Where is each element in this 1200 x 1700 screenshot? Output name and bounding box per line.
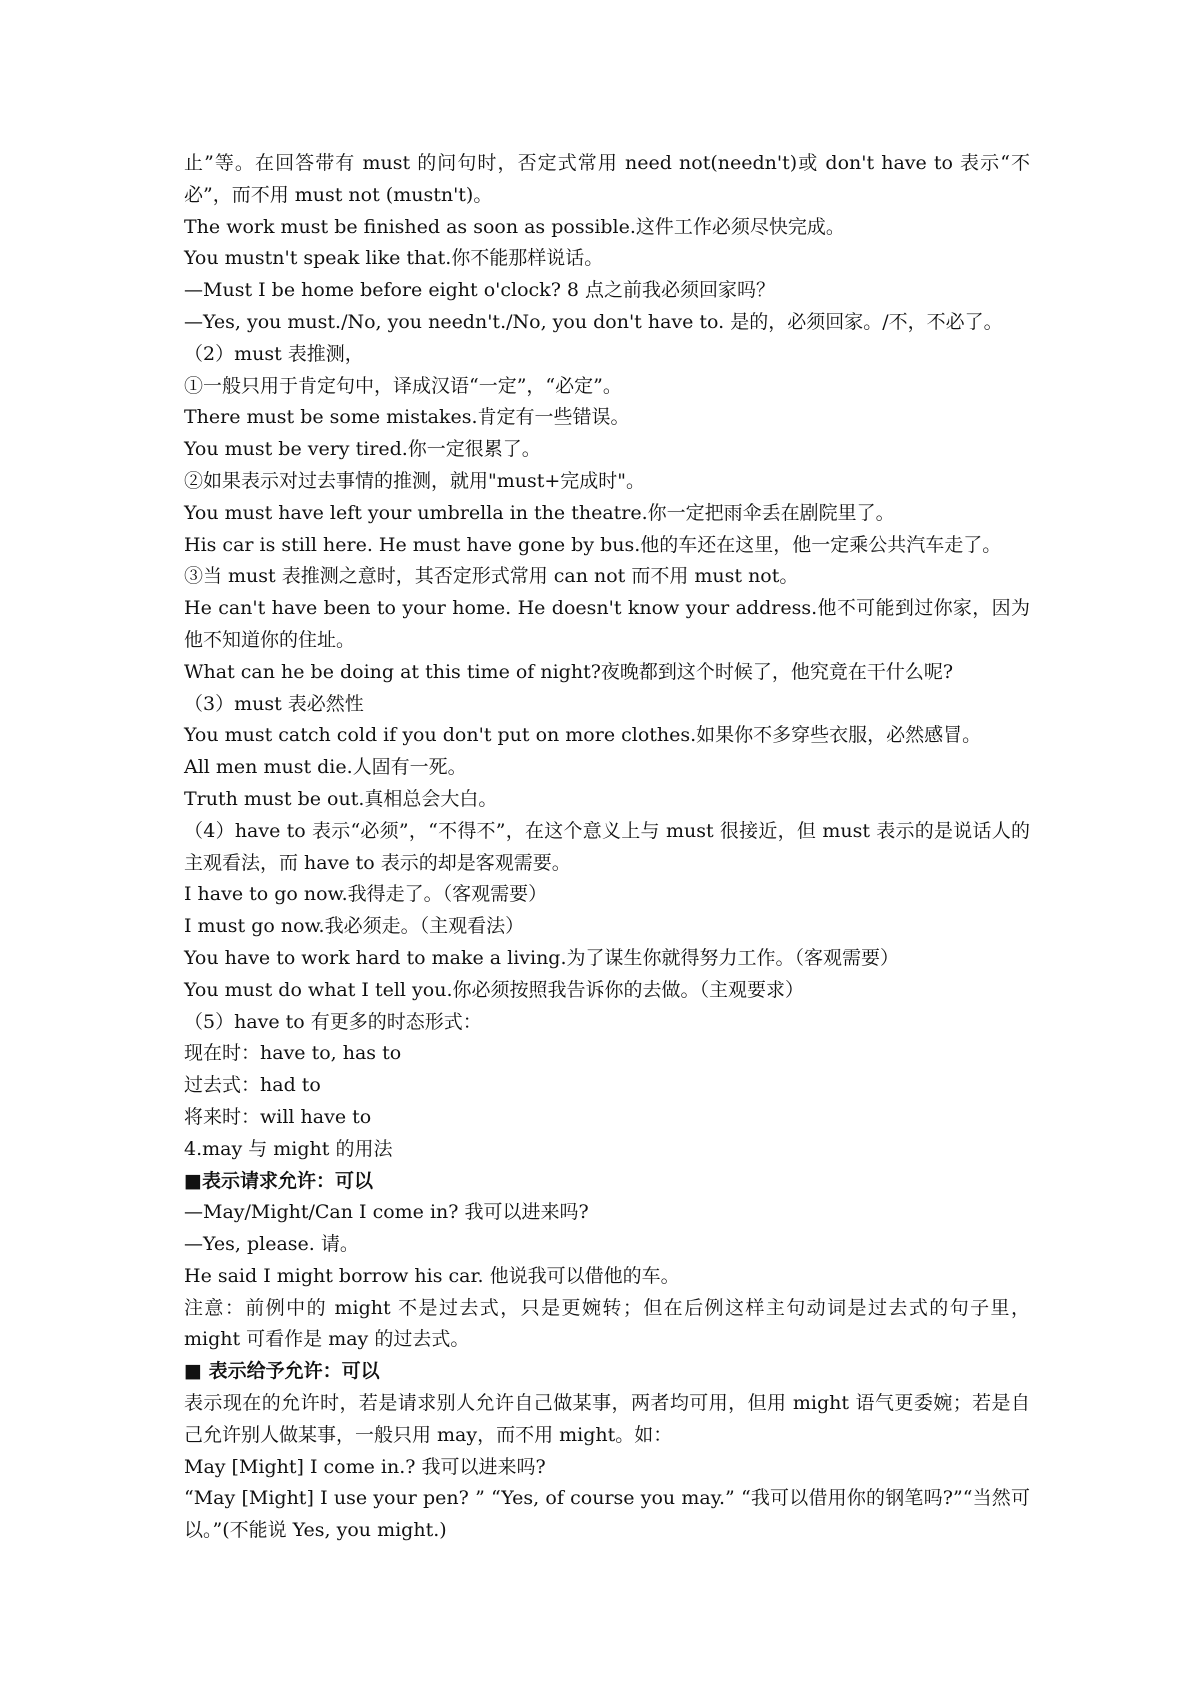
- paragraph-line: He can't have been to your home. He doesn't know your address.他不可能到过你家，因为他不知道你的住址。: [184, 597, 1030, 651]
- paragraph-line: 表示现在的允许时，若是请求别人允许自己做某事，两者均可用，但用 might 语气更委婉；若是自己允许别人做某事，一般只用 may，而不用 might。如：: [184, 1392, 1030, 1446]
- section-heading: （3）must 表必然性: [184, 692, 364, 715]
- paragraph-line: You must have left your umbrella in the theatre.你一定把雨伞丢在剧院里了。: [184, 501, 895, 524]
- section-heading: （5）have to 有更多的时态形式：: [184, 1010, 482, 1033]
- paragraph-line: —Yes, please. 请。: [184, 1233, 359, 1256]
- paragraph-line: You mustn't speak like that.你不能那样说话。: [184, 247, 604, 270]
- section-heading: （4）have to 表示“必须”，“不得不”，在这个意义上与 must 很接近，但 must 表示的是说话人的主观看法，而 have to 表示的却是客观需要。: [184, 819, 1030, 874]
- paragraph-line: He said I might borrow his car. 他说我可以借他的车。: [184, 1264, 680, 1287]
- paragraph-line: His car is still here. He must have gone by bus.他的车还在这里，他一定乘公共汽车走了。: [184, 533, 1002, 556]
- paragraph-line: “May [Might] I use your pen? ” “Yes, of course you may.” “我可以借用你的钢笔吗?”“当然可以。”(不能说 Yes, you might.): [184, 1487, 1030, 1542]
- paragraph-line: You must do what I tell you.你必须按照我告诉你的去做。（主观要求）: [184, 978, 804, 1001]
- paragraph-line: There must be some mistakes.肯定有一些错误。: [184, 406, 630, 429]
- paragraph-line: All men must die.人固有一死。: [184, 756, 467, 779]
- paragraph-line: You must be very tired.你一定很累了。: [184, 438, 541, 461]
- paragraph-line: 将来时：will have to: [184, 1105, 372, 1128]
- section-heading: 4.may 与 might 的用法: [184, 1137, 393, 1160]
- subsection-heading: ■表示请求允许：可以: [184, 1169, 373, 1192]
- paragraph-line: 注意：前例中的 might 不是过去式，只是更婉转；但在后例这样主句动词是过去式的句子里，might 可看作是 may 的过去式。: [184, 1296, 1030, 1351]
- paragraph-line: —May/Might/Can I come in? 我可以进来吗?: [184, 1201, 589, 1224]
- paragraph-line: 止”等。在回答带有 must 的问句时，否定式常用 need not(needn't)或 don't have to 表示“不必”，而不用 must not (mustn't)。: [184, 152, 1030, 206]
- paragraph-line: You must catch cold if you don't put on more clothes.如果你不多穿些衣服，必然感冒。: [184, 724, 982, 747]
- paragraph-line: 过去式：had to: [184, 1074, 321, 1097]
- subsection-heading: ■ 表示给予允许：可以: [184, 1360, 380, 1383]
- paragraph-line: I have to go now.我得走了。（客观需要）: [184, 883, 548, 906]
- paragraph-line: ③当 must 表推测之意时，其否定形式常用 can not 而不用 must not。: [184, 565, 799, 588]
- paragraph-line: May [Might] I come in.? 我可以进来吗?: [184, 1455, 546, 1478]
- paragraph-line: I must go now.我必须走。（主观看法）: [184, 915, 525, 938]
- document-body: [184, 148, 1030, 1547]
- paragraph-line: 现在时：have to, has to: [184, 1042, 402, 1065]
- paragraph-line: —Must I be home before eight o'clock? 8 点之前我必须回家吗？: [184, 279, 776, 302]
- paragraph-line: The work must be finished as soon as possible.这件工作必须尽快完成。: [184, 215, 845, 238]
- paragraph-line: You have to work hard to make a living.为了谋生你就得努力工作。（客观需要）: [184, 946, 900, 969]
- paragraph-line: —Yes, you must./No, you needn't./No, you don't have to. 是的，必须回家。/不，不必了。: [184, 310, 1003, 333]
- paragraph-line: ②如果表示对过去事情的推测，就用"must+完成时"。: [184, 469, 646, 492]
- paragraph-line: What can he be doing at this time of night?夜晚都到这个时候了，他究竟在干什么呢?: [184, 660, 954, 683]
- section-heading: （2）must 表推测，: [184, 342, 364, 365]
- paragraph-line: Truth must be out.真相总会大白。: [184, 787, 498, 810]
- paragraph-line: ①一般只用于肯定句中，译成汉语“一定”，“必定”。: [184, 374, 622, 397]
